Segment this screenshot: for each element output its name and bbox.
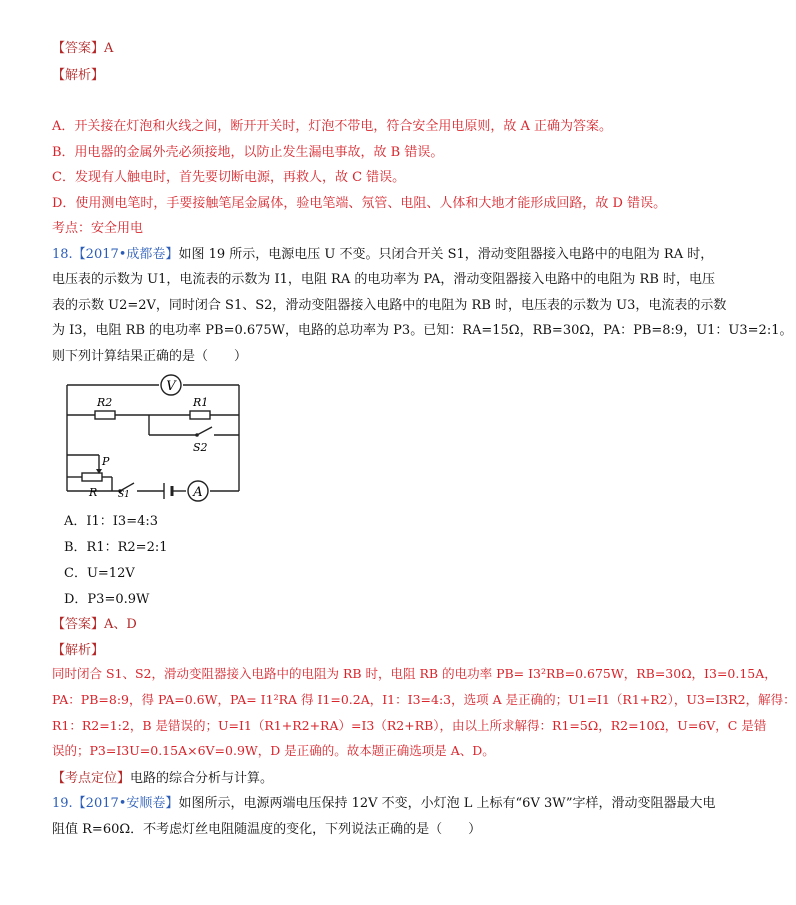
resistor-r2-icon bbox=[95, 411, 115, 419]
q18-choice-a: A．I1：I3=4:3 bbox=[64, 514, 159, 529]
q18-stem-line-2: 电压表的示数为 U1，电流表的示数为 I1，电阻 RA 的电功率为 PA，滑动变阻器接入电路中的电阻为 RB 时，电压 bbox=[52, 272, 716, 287]
q18-stem-line-3: 表的示数 U2=2V，同时闭合 S1、S2，滑动变阻器接入电路中的电阻为 RB 时，电压表的示数为 U3，电流表的示数 bbox=[52, 298, 727, 313]
rheostat-r-icon bbox=[82, 473, 102, 481]
q17-answer-value: A bbox=[104, 41, 114, 56]
q18-answer: 【答案】A、D bbox=[52, 617, 137, 632]
q17-option-b: B．用电器的金属外壳必须接地，以防止发生漏电事故，故 B 错误。 bbox=[52, 145, 444, 160]
q18-analysis-line-1: 同时闭合 S1、S2，滑动变阻器接入电路中的电阻为 RB 时，电阻 RB 的电功率 PB= I3²RB=0.675W，RB=30Ω，I3=0.15A， bbox=[52, 666, 777, 681]
r2-label: R2 bbox=[97, 396, 113, 409]
q18-choice-d: D．P3=0.9W bbox=[64, 592, 150, 607]
voltmeter-icon bbox=[161, 375, 181, 395]
q17-analysis-label: 【解析】 bbox=[52, 68, 105, 83]
q18-stem-line-5: 则下列计算结果正确的是（ ） bbox=[52, 349, 248, 364]
q18-stem-line-1: 18.【2017•成都卷】如图 19 所示，电源电压 U 不变。只闭合开关 S1，滑动变阻器接入电路中的电阻为 RA 时， bbox=[52, 247, 714, 262]
q18-answer-value: A、D bbox=[104, 617, 137, 632]
q18-source: 18.【2017•成都卷】 bbox=[52, 247, 179, 262]
q18-stem-line-4: 为 I3，电阻 RB 的电功率 PB=0.675W，电路的总功率为 P3。已知：RA=15Ω，RB=30Ω，PA：PB=8:9，U1：U3=2:1。 bbox=[52, 323, 793, 338]
q19-source: 19.【2017•安顺卷】 bbox=[52, 796, 179, 811]
q18-choice-b: B．R1：R2=2:1 bbox=[64, 540, 168, 555]
r-label: R bbox=[89, 486, 98, 499]
q18-kaodian: 【考点定位】电路的综合分析与计算。 bbox=[52, 771, 274, 786]
ammeter-icon bbox=[188, 481, 208, 501]
q18-analysis-label: 【解析】 bbox=[52, 643, 105, 658]
q19-stem-line-1: 19.【2017•安顺卷】如图所示，电源两端电压保持 12V 不变，小灯泡 L 上标有“6V 3W”字样，滑动变阻器最大电 bbox=[52, 796, 716, 811]
r1-label: R1 bbox=[193, 396, 209, 409]
resistor-r1-icon bbox=[190, 411, 210, 419]
q17-answer: 【答案】A bbox=[52, 41, 114, 56]
q18-analysis-line-2: PA：PB=8:9，得 PA=0.6W，PA= I1²RA 得 I1=0.2A，I1：I3=4:3，选项 A 是正确的；U1=I1（R1+R2），U3=I3R2，解得： bbox=[52, 692, 796, 707]
s2-label: S2 bbox=[193, 441, 208, 454]
q18-kaodian-value: 电路的综合分析与计算。 bbox=[130, 771, 274, 786]
q17-kaodian: 考点：安全用电 bbox=[52, 221, 144, 236]
q17-option-c: C．发现有人触电时，首先要切断电源，再救人，故 C 错误。 bbox=[52, 170, 406, 185]
q18-analysis-line-4: 误的；P3=I3U=0.15A×6V=0.9W，D 是正确的。故本题正确选项是 A、D。 bbox=[52, 743, 495, 758]
ammeter-label: A bbox=[193, 485, 203, 500]
voltmeter-label: V bbox=[166, 379, 176, 394]
s1-label: S1 bbox=[118, 490, 130, 500]
q19-stem-line-2: 阻值 R=60Ω．不考虑灯丝电阻随温度的变化，下列说法正确的是（ ） bbox=[52, 822, 482, 837]
q17-option-d: D．使用测电笔时，手要接触笔尾金属体，验电笔端、氖管、电阻、人体和大地才能形成回路，故 D 错误。 bbox=[52, 196, 667, 211]
battery-icon bbox=[164, 483, 172, 499]
circuit-diagram bbox=[52, 373, 262, 498]
q18-analysis-line-3: R1：R2=1:2，B 是错误的；U=I1（R1+R2+RA）=I3（R2+RB），由以上所求解得：R1=5Ω，R2=10Ω，U=6V，C 是错 bbox=[52, 718, 767, 733]
switch-s2-icon bbox=[195, 433, 199, 437]
q18-choice-c: C．U=12V bbox=[64, 566, 135, 581]
q17-option-a: A．开关接在灯泡和火线之间，断开开关时，灯泡不带电，符合安全用电原则，故 A 正确为答案。 bbox=[52, 119, 613, 134]
p-label: P bbox=[102, 455, 110, 468]
